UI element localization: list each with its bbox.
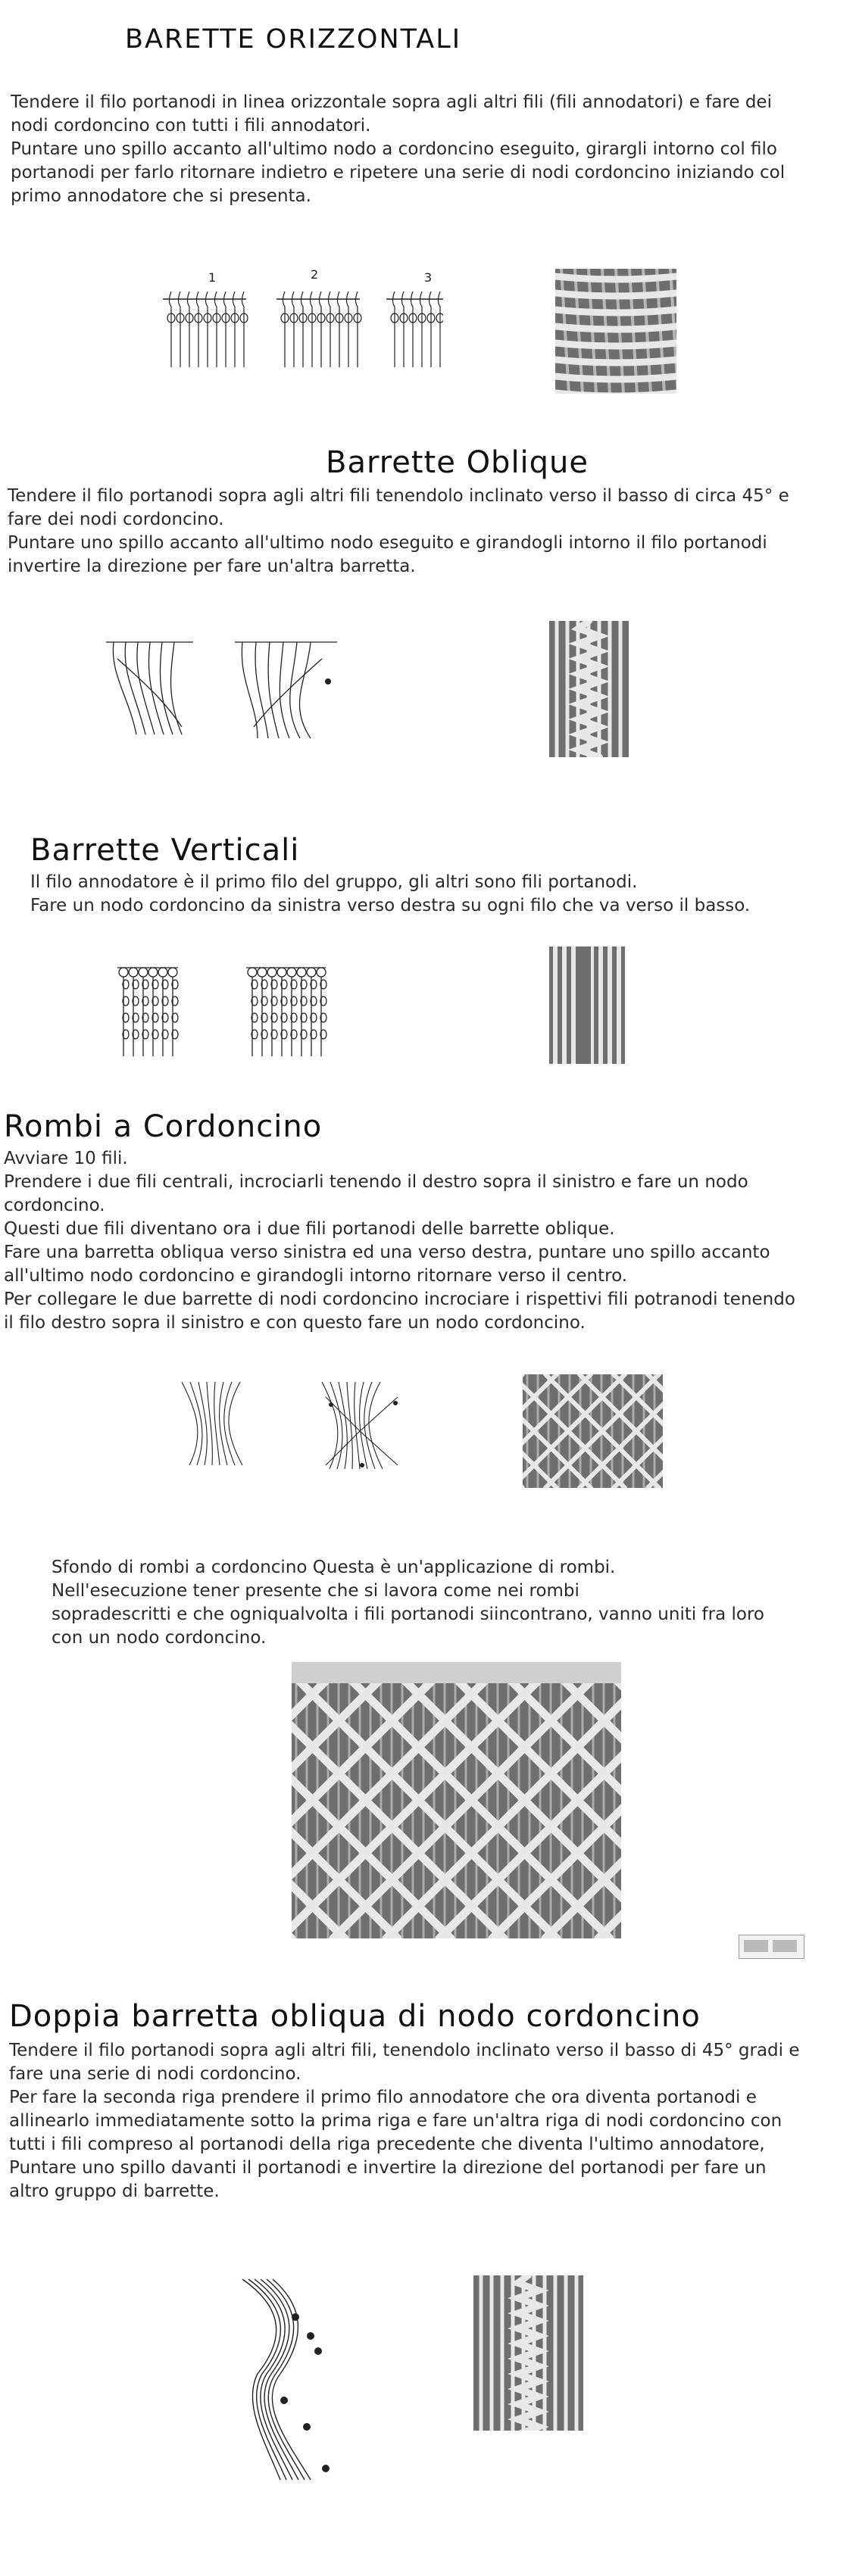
photo-doppia bbox=[473, 2275, 583, 2431]
text-verticali: Il filo annodatore è il primo filo del gruppo, gli altri sono fili portanodi. Fare un nodo cordoncino da sinistra verso destra su ogni filo che va verso il basso. bbox=[30, 872, 751, 915]
text-orizzontali: Tendere il filo portanodi in linea orizzontale sopra agli altri fili (fili annodatori) e fare dei nodi cordoncino con tutti i fili annodatori. Puntare uno spillo accanto all'ultimo nodo a cordoncino eseguito, girargli intorno col filo portanodi per farlo ritornare indietro e ripetere una serie di nodi cordoncino iniziando col primo annodatore che si presenta. bbox=[11, 92, 786, 206]
title-barette-orizzontali: BARETTE ORIZZONTALI bbox=[125, 24, 462, 55]
step-label-2: 2 bbox=[311, 267, 319, 282]
diagram-doppia bbox=[235, 2275, 356, 2484]
text-sfondo-rombi: Sfondo di rombi a cordoncino Questa è un'applicazione di rombi. Nell'esecuzione tener presente che si lavora come nei rombi sopradescritti e che ogniqualvolta i fili portanodi siincontrano, vanno uniti fra loro con un nodo cordoncino. bbox=[52, 1558, 765, 1648]
diagram-orizzontali bbox=[163, 265, 443, 371]
step-label-3: 3 bbox=[424, 270, 433, 285]
step-label-1: 1 bbox=[208, 270, 217, 285]
text-doppia: Tendere il filo portanodi sopra agli altri fili, tenendolo inclinato verso il basso di 45° gradi e fare una serie di nodi cordoncino. Per fare la seconda riga prendere il primo filo annodatore che ora diventa portanodi e allinearlo immediatamente sotto la prima riga e fare un'altra riga di nodi cordoncino con tutti i fili compreso al portanodi della riga precedente che diventa l'ultimo annodatore, Puntare uno spillo davanti il portanodi e invertire la direzione del portanodi per fare un altro gruppo di barrette. bbox=[9, 2041, 800, 2201]
title-doppia-barretta: Doppia barretta obliqua di nodo cordoncino bbox=[9, 1999, 701, 2034]
photo-oblique bbox=[549, 621, 629, 757]
title-barrette-verticali: Barrette Verticali bbox=[30, 833, 300, 868]
diagram-verticali bbox=[114, 954, 341, 1060]
text-rombi: Avviare 10 fili. Prendere i due fili centrali, incrociarli tenendo il destro sopra il sinistro e fare un nodo cordoncino. Questi due fili diventano ora i due fili portanodi delle barrette oblique. Fare una barretta obliqua verso sinistra ed una verso destra, puntare uno spillo accanto all'ultimo nodo cordoncino e girandogli intorno ritornare verso il centro. Per collegare le due barrette di nodi cordoncino incrociare i rispettivi fili potranodi tenendo il filo destro sopra il sinistro e con questo fare un nodo cordoncino. bbox=[4, 1149, 795, 1333]
diagram-oblique bbox=[106, 628, 341, 742]
small-thumbnail bbox=[739, 1935, 804, 1959]
title-barrette-oblique: Barrette Oblique bbox=[326, 445, 589, 480]
photo-verticali bbox=[549, 947, 625, 1064]
title-rombi-a-cordoncino: Rombi a Cordoncino bbox=[4, 1109, 323, 1144]
photo-rombi bbox=[523, 1374, 663, 1488]
photo-orizzontali bbox=[555, 269, 676, 394]
text-oblique: Tendere il filo portanodi sopra agli altri fili tenendolo inclinato verso il basso di circa 45° e fare dei nodi cordoncino. Puntare uno spillo accanto all'ultimo nodo eseguito e girandogli intorno il filo portanodi invertire la direzione per fare un'altra barretta. bbox=[8, 486, 789, 576]
diagram-rombi bbox=[174, 1382, 424, 1473]
photo-sfondo-rombi bbox=[292, 1662, 621, 1938]
